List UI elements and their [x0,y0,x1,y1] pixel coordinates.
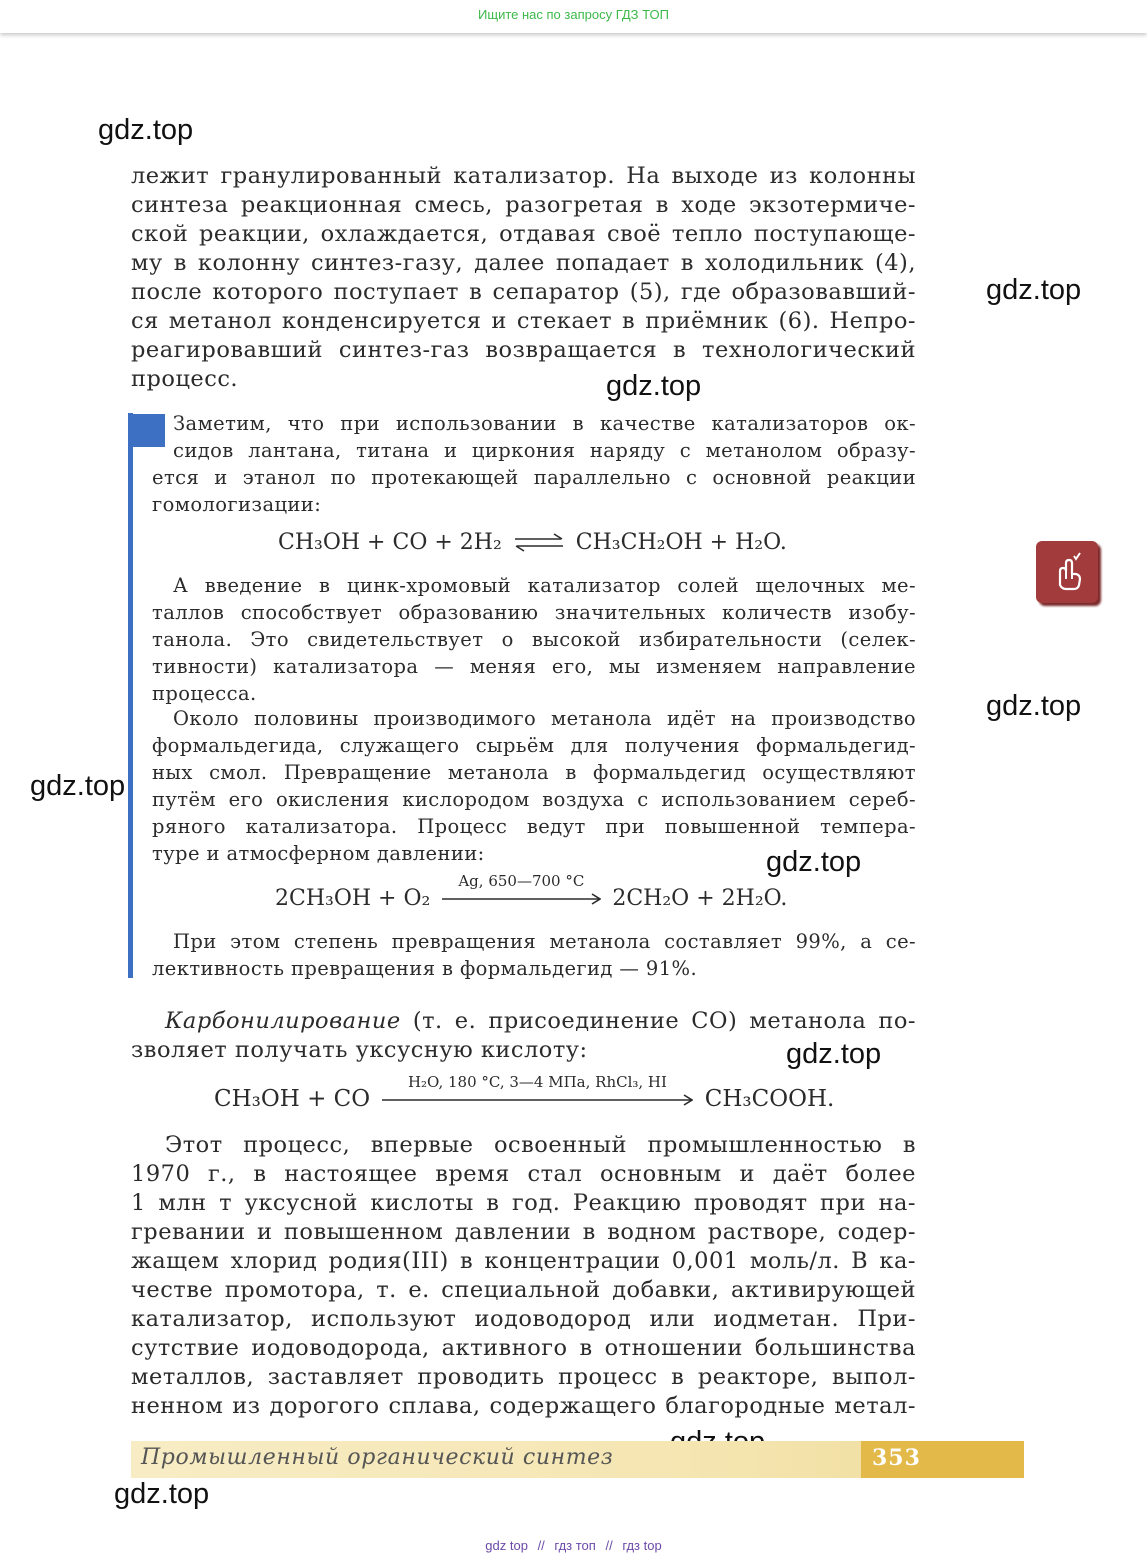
text-line: ется и этанол по протекающей параллельно с основной реакции [152,466,916,489]
text-line: ряного катализатора. Процесс ведут при повышенной темпера- [152,815,916,838]
text-line: гомологизации: [152,493,322,516]
text-line: синтеза реакционная смесь, разогретая в ходе экзотермиче- [131,192,916,218]
sidebar-paragraph-selectivity [152,928,916,982]
text-line: зволяет получать уксусную кислоту: [131,1037,588,1063]
tap-hand-icon [1036,541,1098,603]
text-line: лективность превращения в формальдегид — 91%. [152,957,698,980]
text-line: танола. Это свидетельствует о высокой избирательности (селек- [152,628,916,651]
text-line: гревании и повышенном давлении в водном растворе, содер- [131,1219,916,1245]
banner-text[interactable]: Ищите нас по запросу ГДЗ ТОП [478,7,669,22]
watermark: gdz.top [606,370,702,402]
text-line: Этот процесс, впервые освоенный промышленностью в [165,1132,916,1158]
equation-right: 2CH₂O + 2H₂O. [612,886,788,911]
text-line [131,1007,916,1036]
text-segment: (т. е. присоединение CO) метанола по- [400,1008,916,1034]
text-line: процесс. [131,366,239,392]
equation-right: CH₃CH₂OH + H₂O. [575,530,787,555]
watermark: gdz.top [986,690,1082,722]
text-line: металлов, заставляет проводить процесс в реакторе, выпол- [131,1364,916,1390]
paragraph-process-history [131,1131,916,1421]
right-arrow-icon [381,1094,693,1106]
text-line: формальдегида, служащего сырьём для получения формальдегид- [152,734,916,757]
text-line: тивности) катализатора — меняя его, мы изменяем направление [152,655,916,678]
paragraph-methanol-synthesis [131,162,916,394]
text-line: ся метанол конденсируется и стекает в приёмник (6). Непро- [131,308,916,334]
link-separator: // [605,1538,613,1553]
text-line: 1970 г., в настоящее время стал основным и даёт более [131,1161,916,1187]
bottom-link[interactable]: gdz top [485,1538,528,1553]
watermark: gdz.top [986,274,1082,306]
equation-homologation [278,530,787,555]
text-line: катализатор, используют иодоводород или иодметан. При- [131,1306,916,1332]
text-line: таллов способствует образованию значительных количеств изобу- [152,601,916,624]
footer-chapter-title: Промышленный органический синтез [141,1445,614,1470]
bottom-link[interactable]: гдз топ [554,1538,596,1553]
link-separator: // [537,1538,545,1553]
watermark: gdz.top [30,770,126,802]
equation-left: CH₃OH + CO + 2H₂ [278,530,502,555]
text-line: 1 млн т уксусной кислоты в год. Реакцию проводят при на- [131,1190,916,1216]
text-line: реагировавший синтез-газ возвращается в технологический [131,337,916,363]
reaction-arrow [441,872,601,905]
sidebar-paragraph-catalysts [152,410,916,518]
watermark: gdz.top [786,1038,882,1070]
text-line: путём его окисления кислородом воздуха с использованием сереб- [152,788,916,811]
text-line: ской реакции, охлаждается, отдавая своё тепло поступающе- [131,221,916,247]
bottom-link[interactable]: гдз top [622,1538,662,1553]
equation-right: CH₃COOH. [704,1086,835,1112]
sidebar-paragraph-isobutanol [152,572,916,707]
equation-oxidation [275,872,788,911]
text-line: Заметим, что при использовании в качестве катализаторов ок- [173,412,916,435]
text-line: после которого поступает в сепаратор (5), где образовавший- [131,279,916,305]
text-line: туре и атмосферном давлении: [152,842,485,865]
reaction-arrow [381,1073,693,1106]
equilibrium-arrow-icon [513,532,565,554]
paragraph-carbonylation [131,1007,916,1065]
reaction-condition: Ag, 650—700 °C [458,872,585,890]
equation-left: CH₃OH + CO [214,1086,371,1112]
page-number: 353 [872,1445,921,1471]
watermark: gdz.top [98,114,194,146]
text-line: ных смол. Превращение метанола в формальдегид осуществляют [152,761,916,784]
text-line: жащем хлорид родия(III) в концентрации 0,001 моль/л. В ка- [131,1248,916,1274]
sidebar-accent-bar [128,413,133,978]
text-line: лежит гранулированный катализатор. На выходе из колонны [131,163,916,189]
text-line: ненном из дорогого сплава, содержащего благородные метал- [131,1393,916,1419]
text-line: Около половины производимого метанола идёт на производство [173,707,916,730]
text-line: му в колонну синтез-газу, далее попадает в холодильник (4), [131,250,916,276]
sidebar-paragraph-formaldehyde [152,705,916,867]
top-banner[interactable] [0,0,1147,33]
bottom-links [0,1538,1147,1553]
text-line: процесса. [152,682,257,705]
equation-acetic-acid [214,1073,835,1112]
text-line: При этом степень превращения метанола составляет 99%, а се- [173,930,916,953]
text-line: сутствие иодоводорода, активного в отношении большинства [131,1335,916,1361]
reaction-condition: H₂O, 180 °C, 3—4 МПа, RhCl₃, HI [407,1073,667,1091]
text-line: честве промотора, т. е. специальной добавки, активирующей [131,1277,916,1303]
watermark: gdz.top [114,1478,210,1510]
right-arrow-icon [441,893,601,905]
term-carbonylation: Карбонилирование [165,1008,401,1034]
text-line: сидов лантана, титана и циркония наряду с метанолом образу- [173,439,916,462]
touch-hint-button[interactable] [1036,541,1098,603]
equation-left: 2CH₃OH + O₂ [275,886,431,911]
watermark: gdz.top [766,846,862,878]
text-line: А введение в цинк-хромовый катализатор солей щелочных ме- [173,574,916,597]
